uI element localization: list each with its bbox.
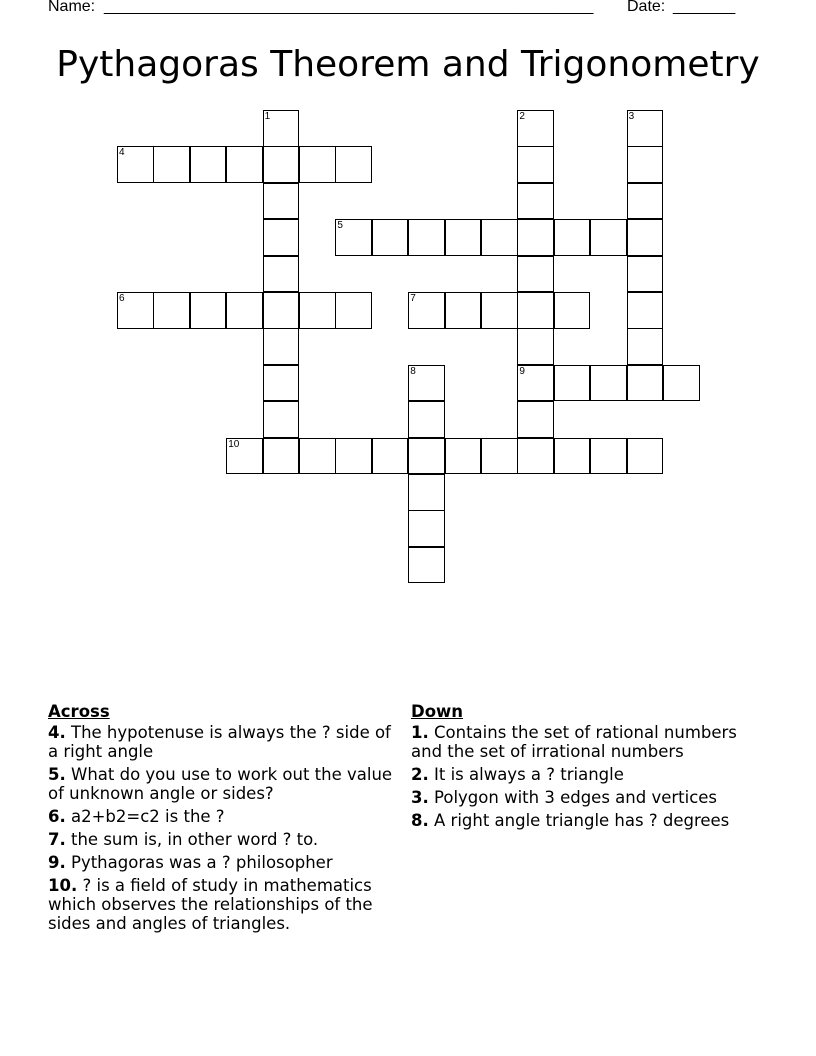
grid-cell[interactable]: [590, 365, 627, 402]
grid-cell[interactable]: [263, 183, 300, 220]
grid-cell[interactable]: [153, 292, 190, 329]
clue-text: Pythagoras was a ? philosopher: [71, 853, 333, 872]
grid-cell[interactable]: [517, 146, 554, 183]
grid-cell[interactable]: [517, 219, 554, 256]
clue-number-label: 8: [410, 365, 416, 377]
clue-number: 5.: [48, 765, 66, 784]
grid-cell[interactable]: [299, 292, 336, 329]
across-clue: [48, 853, 404, 872]
grid-cell[interactable]: [408, 365, 445, 402]
grid-cell[interactable]: [590, 219, 627, 256]
clue-number: 6.: [48, 807, 66, 826]
down-clue: [411, 723, 771, 761]
clue-number-label: 5: [337, 220, 343, 232]
grid-cell[interactable]: [263, 401, 300, 438]
clue-text: ? is a field of study in mathematics which observes the relationships of the sides and angles of triangles.: [48, 876, 373, 933]
clue-number: 8.: [411, 811, 429, 830]
grid-cell[interactable]: [372, 438, 409, 475]
clue-number-label: 3: [628, 111, 635, 122]
grid-cell[interactable]: [263, 256, 300, 293]
grid-cell[interactable]: [627, 110, 664, 147]
grid-cell[interactable]: [481, 292, 518, 329]
grid-cell[interactable]: [627, 365, 664, 402]
clue-text: A right angle triangle has ? degrees: [434, 811, 730, 830]
grid-cell[interactable]: [226, 292, 263, 329]
grid-cell[interactable]: [117, 292, 154, 329]
across-clue: [48, 765, 404, 803]
grid-cell[interactable]: [663, 365, 700, 402]
grid-cell[interactable]: [627, 328, 664, 365]
across-clue: [48, 723, 404, 761]
grid-cell[interactable]: [627, 256, 664, 293]
grid-cell[interactable]: [445, 219, 482, 256]
across-heading: Across: [48, 702, 110, 721]
clue-number: 4.: [48, 723, 66, 742]
grid-cell[interactable]: [117, 146, 154, 183]
date-label: Date:: [627, 0, 666, 15]
clue-text: Contains the set of rational numbers and the set of irrational numbers: [411, 723, 737, 761]
clue-number-label: 2: [519, 111, 525, 122]
grid-cell[interactable]: [517, 365, 554, 402]
grid-cell[interactable]: [408, 547, 445, 584]
grid-cell[interactable]: [153, 146, 190, 183]
grid-cell[interactable]: [408, 510, 445, 547]
grid-cell[interactable]: [335, 292, 372, 329]
clue-number: 9.: [48, 853, 66, 872]
clue-number: 3.: [411, 788, 429, 807]
grid-cell[interactable]: [554, 219, 591, 256]
clue-number: 1.: [411, 723, 429, 742]
grid-cell[interactable]: [445, 438, 482, 475]
grid-cell[interactable]: [627, 292, 664, 329]
across-clues: [48, 702, 404, 937]
down-clue: [411, 811, 771, 830]
down-heading: Down: [411, 702, 464, 721]
grid-cell[interactable]: [554, 438, 591, 475]
clue-text: It is always a ? triangle: [434, 765, 624, 784]
grid-cell[interactable]: [517, 183, 554, 220]
grid-cell[interactable]: [517, 438, 554, 475]
grid-cell[interactable]: [263, 219, 300, 256]
grid-cell[interactable]: [517, 401, 554, 438]
grid-cell[interactable]: [335, 438, 372, 475]
name-label: Name:: [48, 0, 96, 15]
grid-cell[interactable]: [627, 183, 664, 220]
across-clue: [48, 876, 404, 933]
grid-cell[interactable]: [372, 219, 409, 256]
grid-cell[interactable]: [627, 146, 664, 183]
grid-cell[interactable]: [263, 438, 300, 475]
grid-cell[interactable]: [517, 110, 554, 147]
across-clue: [48, 807, 404, 826]
grid-cell[interactable]: [408, 474, 445, 511]
grid-cell[interactable]: [190, 146, 227, 183]
grid-cell[interactable]: [554, 365, 591, 402]
grid-cell[interactable]: [263, 146, 300, 183]
down-clue: [411, 788, 771, 807]
grid-cell[interactable]: [408, 219, 445, 256]
grid-cell[interactable]: [554, 292, 591, 329]
grid-cell[interactable]: [408, 401, 445, 438]
across-clue: [48, 830, 404, 849]
clue-number-label: 4: [119, 147, 125, 159]
grid-cell[interactable]: [299, 146, 336, 183]
grid-cell[interactable]: [517, 328, 554, 365]
clue-number-label: 1: [264, 111, 271, 122]
clue-number: 10.: [48, 876, 78, 895]
clue-number: 2.: [411, 765, 429, 784]
grid-cell[interactable]: [263, 110, 300, 147]
grid-cell[interactable]: [481, 438, 518, 475]
clue-number-label: 10: [228, 438, 240, 450]
clue-text: Polygon with 3 edges and vertices: [434, 788, 718, 807]
grid-cell[interactable]: [445, 292, 482, 329]
clue-number-label: 7: [410, 293, 416, 304]
clue-number: 7.: [48, 830, 66, 849]
grid-cell[interactable]: [299, 438, 336, 475]
clue-text: The hypotenuse is always the ? side of a right angle: [48, 723, 391, 761]
grid-cell[interactable]: [226, 438, 263, 475]
grid-cell[interactable]: [335, 219, 372, 256]
clue-text: a2+b2=c2 is the ?: [71, 807, 225, 826]
grid-cell[interactable]: [481, 219, 518, 256]
clue-text: the sum is, in other word ? to.: [71, 830, 319, 849]
clue-number-label: 9: [519, 365, 525, 377]
down-clue: [411, 765, 771, 784]
grid-cell[interactable]: [263, 292, 300, 329]
grid-cell[interactable]: [627, 438, 664, 475]
grid-cell[interactable]: [263, 365, 300, 402]
grid-cell[interactable]: [226, 146, 263, 183]
grid-cell[interactable]: [190, 292, 227, 329]
date-blank[interactable]: _______: [673, 0, 736, 15]
clue-number-label: 6: [119, 293, 125, 304]
grid-cell[interactable]: [408, 438, 445, 475]
clue-text: What do you use to work out the value of unknown angle or sides?: [48, 765, 393, 803]
down-clues: [411, 702, 771, 834]
grid-cell[interactable]: [408, 292, 445, 329]
page-title: Pythagoras Theorem and Trigonometry: [56, 44, 760, 85]
grid-cell[interactable]: [627, 219, 664, 256]
grid-cell[interactable]: [590, 438, 627, 475]
grid-cell[interactable]: [517, 292, 554, 329]
grid-cell[interactable]: [335, 146, 372, 183]
name-blank[interactable]: _______________________________________________________: [104, 0, 594, 15]
grid-cell[interactable]: [263, 328, 300, 365]
grid-cell[interactable]: [517, 256, 554, 293]
